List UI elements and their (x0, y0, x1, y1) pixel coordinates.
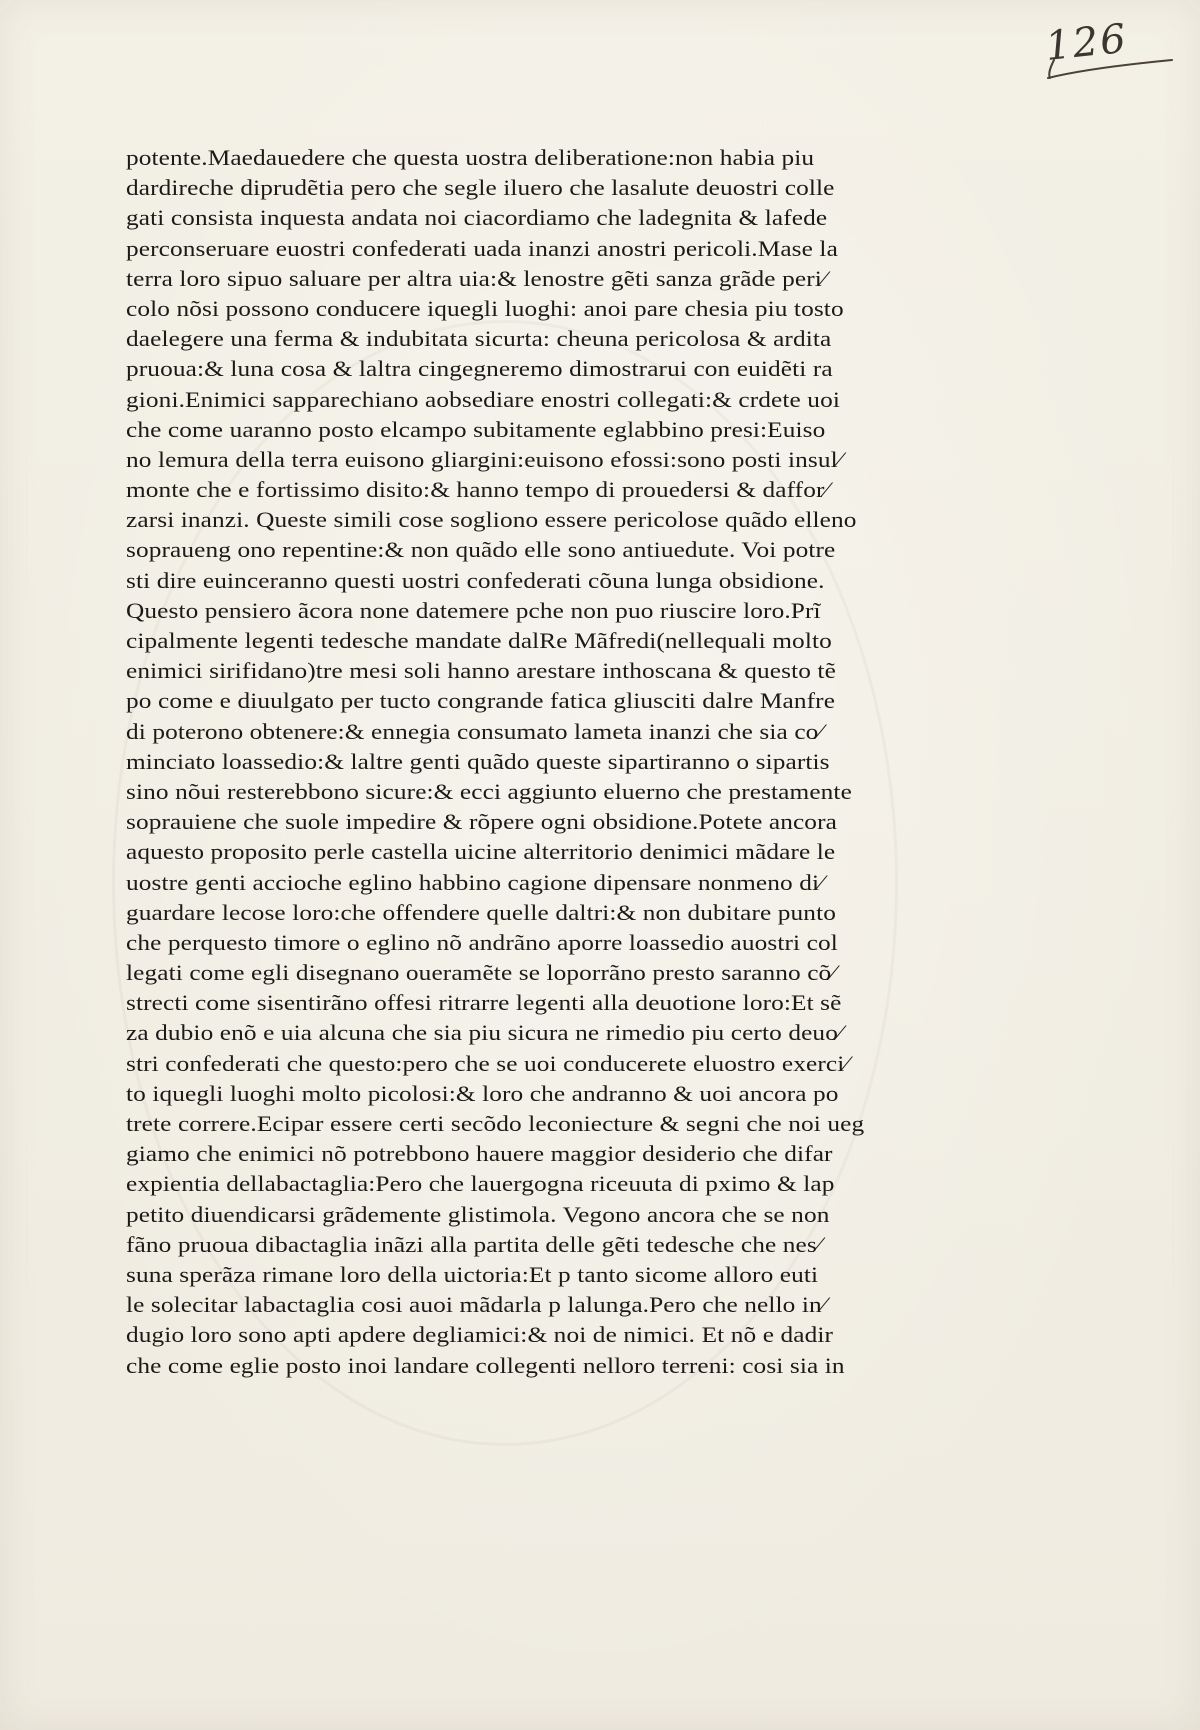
text-line: dardireche diprudẽtia pero che segle iluero che lasalute deuostri colle (126, 175, 835, 201)
body-text (126, 143, 906, 1381)
text-line: le solecitar labactaglia cosi auoi mãdarla p lalunga.Pero che nello in⁄ (126, 1292, 827, 1318)
text-line: minciato loassedio:& laltre genti quãdo queste sipartiranno o sipartis (126, 748, 830, 774)
text-line: cipalmente legenti tedesche mandate dalRe Mãfredi(nellequali molto (126, 628, 832, 653)
text-line: sopraueng ono repentine:& non quãdo elle sono antiuedute. Voi potre (126, 537, 836, 563)
text-line: che perquesto timore o eglino nõ andrãno aporre loassedio auostri col (126, 929, 838, 955)
text-line: stri confederati che questo:pero che se uoi conducerete eluostro exerci⁄ (126, 1050, 849, 1076)
text-line: fãno pruoua dibactaglia inãzi alla partita delle gẽti tedesche che nes⁄ (126, 1231, 822, 1257)
text-line: strecti come sisentirãno offesi ritrarre legenti alla deuotione loro:Et sẽ (126, 990, 842, 1016)
text-line: sti dire euinceranno questi uostri confederati cõuna lunga obsidione. (126, 567, 825, 593)
folio-number-annotation (1040, 15, 1180, 100)
text-line: aquesto proposito perle castella uicine alterritorio denimici mãdare le (126, 839, 836, 865)
text-line: gati consista inquesta andata noi ciacordiamo che ladegnita & lafede (126, 205, 828, 231)
text-line: perconseruare euostri confederati uada inanzi anostri pericoli.Mase la (126, 235, 838, 261)
text-line: sino nõui resterebbono sicure:& ecci aggiunto eluerno che prestamente (126, 778, 852, 804)
text-line: daelegere una ferma & indubitata sicurta: cheuna pericolosa & ardita (126, 326, 832, 352)
text-line: zarsi inanzi. Queste simili cose sogliono essere pericolose quãdo elleno (126, 507, 857, 533)
text-line: giamo che enimici nõ potrebbono hauere maggior desiderio che difar (126, 1141, 833, 1167)
text-line: monte che e fortissimo disito:& hanno tempo di prouedersi & daffor⁄ (126, 477, 829, 503)
text-line: Questo pensiero ãcora none datemere pche non puo riuscire loro.Prĩ (126, 597, 821, 623)
text-line: soprauiene che suole impedire & rõpere ogni obsidione.Potete ancora (126, 809, 837, 835)
text-line: pruoua:& luna cosa & laltra cingegneremo dimostrarui con euidẽti ra (126, 356, 833, 382)
text-line: che come eglie posto inoi landare collegenti nelloro terreni: cosi sia in (126, 1352, 845, 1378)
folio-number: 126 (1043, 15, 1130, 71)
text-line: terra loro sipuo saluare per altra uia:& lenostre gẽti sanza grãde peri⁄ (126, 265, 827, 291)
text-line: gioni.Enimici sapparechiano aobsediare enostri collegati:& crdete uoi (126, 386, 840, 412)
text-line: po come e diuulgato per tucto congrande fatica gliusciti dalre Manfre (126, 688, 836, 714)
text-line: expientia dellabactaglia:Pero che lauergogna riceuuta di pximo & lap (126, 1171, 835, 1197)
text-line: colo nõsi possono conducere iquegli luoghi: anoi pare chesia piu tosto (126, 295, 844, 321)
text-line: guardare lecose loro:che offendere quelle daltri:& non dubitare punto (126, 899, 836, 925)
text-line: legati come egli disegnano oueramẽte se loporrãno presto saranno cõ⁄ (126, 960, 836, 986)
text-line: suna sperãza rimane loro della uictoria:Et p tanto sicome alloro euti (126, 1261, 819, 1287)
text-line: che come uaranno posto elcampo subitamente eglabbino presi:Euiso (126, 416, 826, 442)
text-line: petito diuendicarsi grãdemente glistimola. Vegono ancora che se non (126, 1201, 830, 1227)
text-line: za dubio enõ e uia alcuna che sia piu sicura ne rimedio piu certo deuo⁄ (126, 1020, 843, 1046)
text-line: trete correre.Ecipar essere certi secõdo leconiecture & segni che noi ueg (126, 1111, 865, 1136)
text-line: potente.Maedauedere che questa uostra deliberatione:non habia piu (126, 145, 815, 170)
text-line: to iquegli luoghi molto picolosi:& loro che andranno & uoi ancora po (126, 1080, 839, 1106)
text-line: no lemura della terra euisono gliargini:euisono efossi:sono posti insul⁄ (126, 446, 843, 472)
text-line: dugio loro sono apti apdere degliamici:& noi de nimici. Et nõ e dadir (126, 1322, 834, 1348)
text-line: di poterono obtenere:& ennegia consumato lameta inanzi che sia co⁄ (126, 718, 823, 744)
text-line: uostre genti accioche eglino habbino cagione dipensare nonmeno di⁄ (126, 869, 824, 895)
text-line: enimici sirifidano)tre mesi soli hanno arestare inthoscana & questo tẽ (126, 658, 836, 684)
